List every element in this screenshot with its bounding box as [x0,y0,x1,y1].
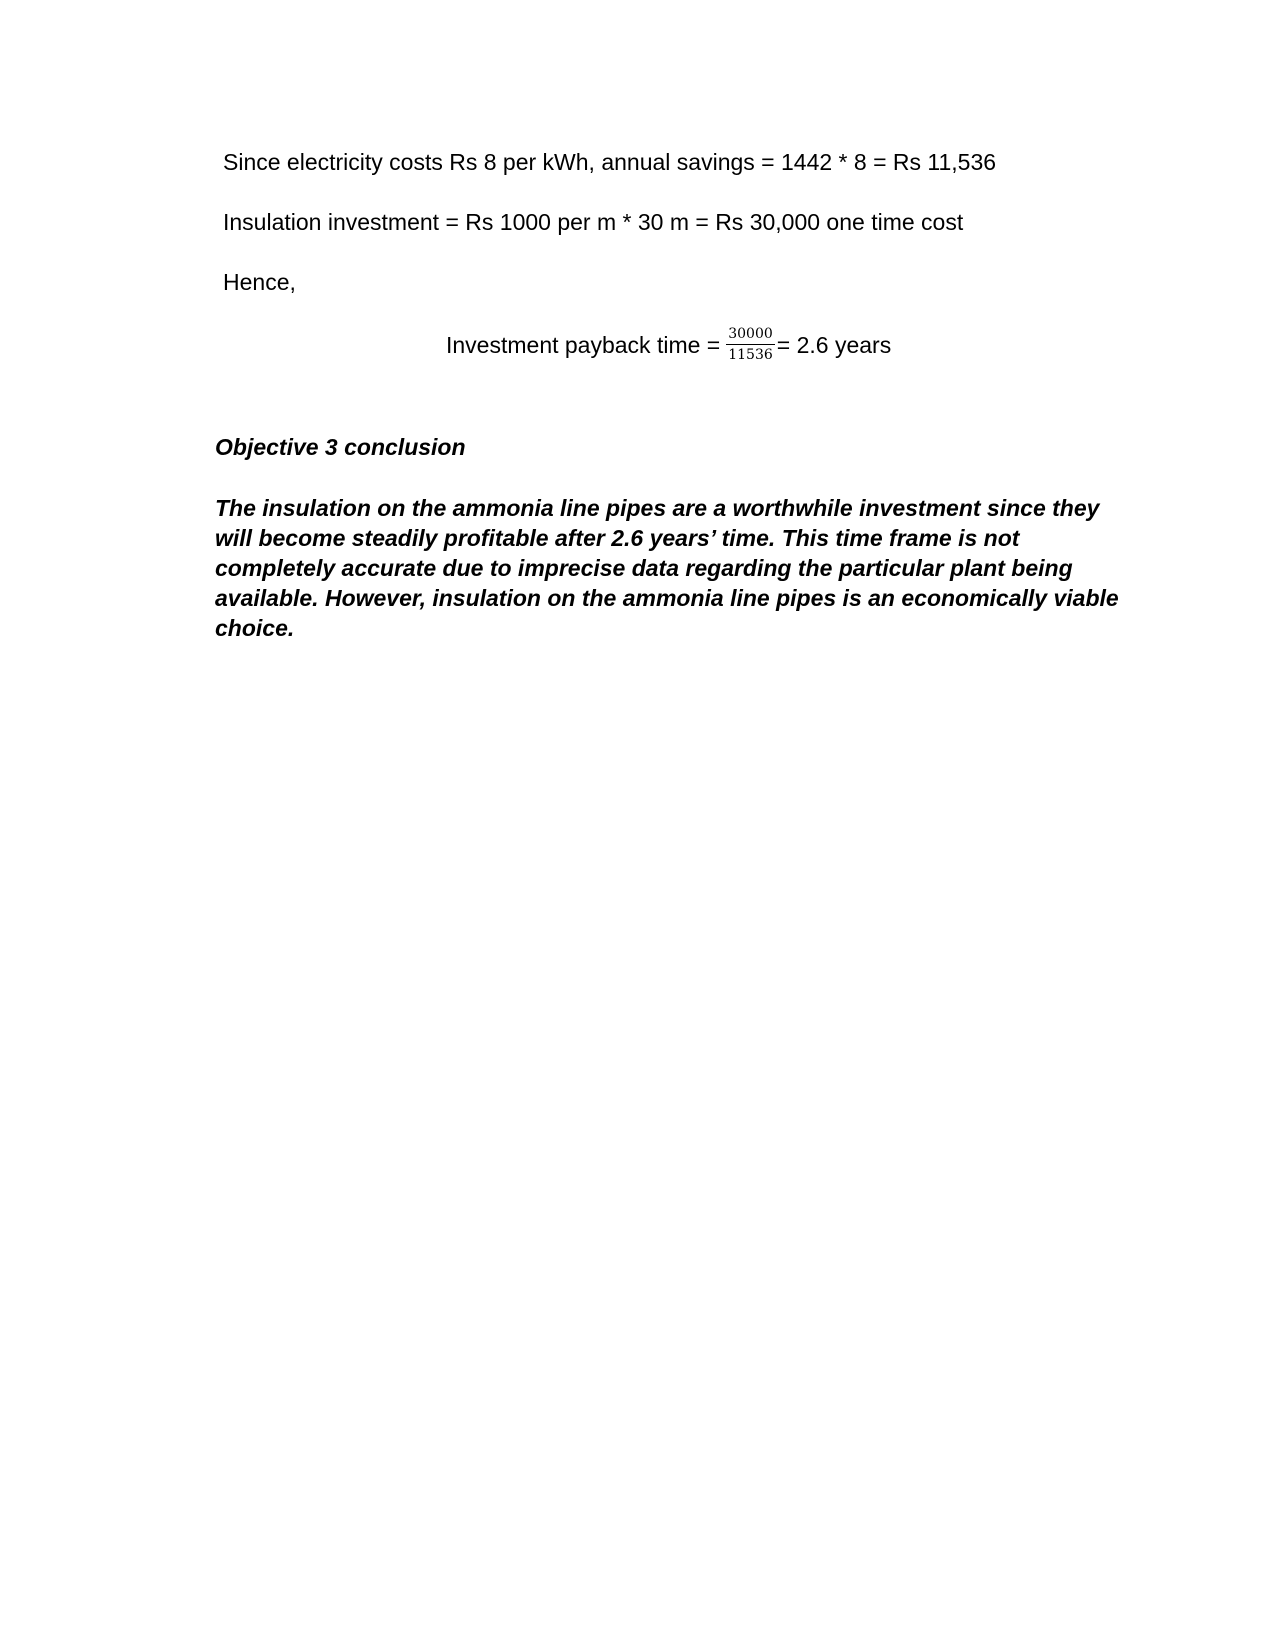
annual-savings-line: Since electricity costs Rs 8 per kWh, annual savings = 1442 * 8 = Rs 11,536 [223,149,997,175]
conclusion-line: completely accurate due to imprecise data regarding the particular plant being [215,555,1073,581]
insulation-investment-line: Insulation investment = Rs 1000 per m * 30 m = Rs 30,000 one time cost [223,209,964,235]
conclusion-line: will become steadily profitable after 2.6 years’ time. This time frame is not [215,525,1020,551]
equation-lhs: Investment payback time = [446,331,721,358]
fraction-numerator: 30000 [726,326,775,345]
payback-fraction [726,326,775,363]
conclusion-paragraph [215,493,1135,643]
fraction-denominator: 11536 [728,347,773,363]
payback-equation [446,326,891,363]
equation-rhs: = 2.6 years [776,331,892,358]
conclusion-line: available. However, insulation on the ammonia line pipes is an economically viable [215,585,1119,611]
conclusion-heading: Objective 3 conclusion [215,434,466,460]
conclusion-line: choice. [215,615,295,641]
conclusion-line: The insulation on the ammonia line pipes are a worthwhile investment since they [215,495,1100,521]
hence-line: Hence, [223,269,296,295]
